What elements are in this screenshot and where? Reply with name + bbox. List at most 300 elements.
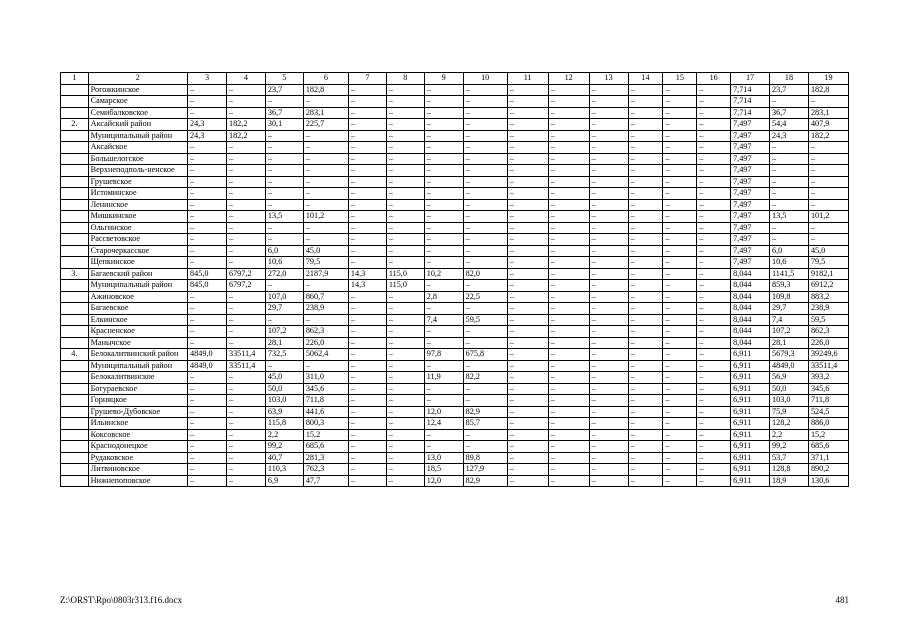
value-cell: – <box>226 372 265 384</box>
value-cell: – <box>507 349 548 361</box>
value-cell: – <box>463 188 507 200</box>
row-number: 4. <box>61 349 89 361</box>
value-cell: – <box>589 464 628 476</box>
value-cell: – <box>348 303 386 315</box>
value-cell: 862,3 <box>303 326 348 338</box>
row-number <box>61 257 89 269</box>
value-cell: 6,911 <box>731 464 770 476</box>
region-name: Большелогское <box>88 153 187 165</box>
value-cell: – <box>628 475 663 487</box>
value-cell: 12,4 <box>424 418 463 430</box>
value-cell: 47,7 <box>303 475 348 487</box>
table-row <box>61 360 849 372</box>
value-cell: – <box>663 165 697 177</box>
page-number: 481 <box>835 595 849 605</box>
region-name: Муниципальный район <box>88 280 187 292</box>
table-row <box>61 418 849 430</box>
value-cell: – <box>628 257 663 269</box>
value-cell: – <box>548 406 589 418</box>
value-cell: – <box>386 153 424 165</box>
value-cell: – <box>697 303 731 315</box>
value-cell: 524,5 <box>808 406 848 418</box>
value-cell: 82,9 <box>463 475 507 487</box>
value-cell: – <box>589 314 628 326</box>
value-cell: – <box>548 429 589 441</box>
value-cell: 2,8 <box>424 291 463 303</box>
value-cell: – <box>663 395 697 407</box>
value-cell: – <box>507 429 548 441</box>
region-name: Грушево-Дубовское <box>88 406 187 418</box>
value-cell: – <box>589 176 628 188</box>
value-cell: – <box>303 199 348 211</box>
value-cell: – <box>463 199 507 211</box>
value-cell: – <box>697 326 731 338</box>
value-cell: – <box>589 211 628 223</box>
table-row <box>61 176 849 188</box>
column-number: 8 <box>386 73 424 85</box>
table-row <box>61 429 849 441</box>
region-name: Аксайское <box>88 142 187 154</box>
value-cell: – <box>628 222 663 234</box>
value-cell: – <box>226 441 265 453</box>
value-cell: – <box>463 119 507 131</box>
value-cell: – <box>808 222 848 234</box>
value-cell: 10,2 <box>424 268 463 280</box>
value-cell: – <box>548 211 589 223</box>
row-number: 3. <box>61 268 89 280</box>
region-name: Верхнеподполь-ненское <box>88 165 187 177</box>
value-cell: 8,044 <box>731 337 770 349</box>
value-cell: 311,0 <box>303 372 348 384</box>
table-row <box>61 268 849 280</box>
table-row <box>61 96 849 108</box>
value-cell: 7,497 <box>731 222 770 234</box>
row-number <box>61 372 89 384</box>
value-cell: – <box>348 441 386 453</box>
value-cell: – <box>386 222 424 234</box>
value-cell: – <box>548 372 589 384</box>
row-number <box>61 199 89 211</box>
value-cell: – <box>188 406 227 418</box>
data-table <box>60 72 849 487</box>
value-cell: – <box>589 383 628 395</box>
value-cell: 7,497 <box>731 119 770 131</box>
value-cell: – <box>424 280 463 292</box>
value-cell: – <box>628 337 663 349</box>
region-name: Грушевское <box>88 176 187 188</box>
value-cell: 128,8 <box>770 464 809 476</box>
value-cell: – <box>226 418 265 430</box>
value-cell: – <box>348 360 386 372</box>
value-cell: – <box>386 84 424 96</box>
region-name: Багаевское <box>88 303 187 315</box>
value-cell: 36,7 <box>770 107 809 119</box>
value-cell: – <box>548 107 589 119</box>
value-cell: – <box>507 406 548 418</box>
table-row <box>61 130 849 142</box>
value-cell: – <box>697 441 731 453</box>
value-cell: 29,7 <box>265 303 303 315</box>
value-cell: – <box>663 234 697 246</box>
value-cell: – <box>628 452 663 464</box>
value-cell: 890,2 <box>808 464 848 476</box>
region-name: Истоминское <box>88 188 187 200</box>
value-cell: 4849,0 <box>188 349 227 361</box>
value-cell: – <box>226 142 265 154</box>
value-cell: – <box>463 96 507 108</box>
value-cell: 6,9 <box>265 475 303 487</box>
value-cell: – <box>628 142 663 154</box>
value-cell: – <box>548 142 589 154</box>
value-cell: 28,1 <box>770 337 809 349</box>
value-cell: 6,0 <box>770 245 809 257</box>
value-cell: – <box>507 119 548 131</box>
table-row <box>61 337 849 349</box>
value-cell: – <box>226 222 265 234</box>
value-cell: – <box>697 452 731 464</box>
value-cell: 8,044 <box>731 303 770 315</box>
value-cell: – <box>628 211 663 223</box>
value-cell: – <box>188 257 227 269</box>
value-cell: – <box>697 165 731 177</box>
value-cell: 845,0 <box>188 268 227 280</box>
value-cell: 56,9 <box>770 372 809 384</box>
value-cell: – <box>386 406 424 418</box>
value-cell: – <box>697 429 731 441</box>
table-row <box>61 452 849 464</box>
value-cell: – <box>663 349 697 361</box>
value-cell: – <box>548 383 589 395</box>
value-cell: – <box>770 188 809 200</box>
value-cell: – <box>663 326 697 338</box>
value-cell: 281,3 <box>303 452 348 464</box>
value-cell: – <box>424 326 463 338</box>
value-cell: – <box>548 314 589 326</box>
value-cell: – <box>188 142 227 154</box>
column-number: 12 <box>548 73 589 85</box>
value-cell: – <box>507 84 548 96</box>
value-cell: 97,8 <box>424 349 463 361</box>
value-cell: 2,2 <box>770 429 809 441</box>
region-name: Белокалитвинский район <box>88 349 187 361</box>
value-cell: – <box>589 107 628 119</box>
column-number: 15 <box>663 73 697 85</box>
value-cell: 7,4 <box>770 314 809 326</box>
value-cell: – <box>424 245 463 257</box>
column-number: 3 <box>188 73 227 85</box>
row-number <box>61 429 89 441</box>
value-cell: 845,0 <box>188 280 227 292</box>
value-cell: – <box>507 441 548 453</box>
value-cell: 685,6 <box>808 441 848 453</box>
value-cell: – <box>697 84 731 96</box>
value-cell: 130,6 <box>808 475 848 487</box>
value-cell: – <box>226 96 265 108</box>
value-cell: – <box>507 372 548 384</box>
value-cell: – <box>628 372 663 384</box>
value-cell: – <box>628 84 663 96</box>
value-cell: 7,497 <box>731 188 770 200</box>
value-cell: 441,6 <box>303 406 348 418</box>
value-cell: – <box>188 211 227 223</box>
value-cell: 79,5 <box>303 257 348 269</box>
row-number <box>61 406 89 418</box>
value-cell: – <box>808 176 848 188</box>
value-cell: 24,3 <box>188 119 227 131</box>
value-cell: – <box>589 429 628 441</box>
value-cell: 13,5 <box>265 211 303 223</box>
table-row <box>61 475 849 487</box>
value-cell: 109,8 <box>770 291 809 303</box>
value-cell: – <box>507 360 548 372</box>
value-cell: – <box>770 142 809 154</box>
value-cell: – <box>628 280 663 292</box>
value-cell: 7,497 <box>731 142 770 154</box>
value-cell: – <box>507 222 548 234</box>
table-row <box>61 234 849 246</box>
value-cell: 182,2 <box>226 119 265 131</box>
region-name: Богураевское <box>88 383 187 395</box>
value-cell: 13,5 <box>770 211 809 223</box>
value-cell: – <box>424 234 463 246</box>
value-cell: 7,497 <box>731 199 770 211</box>
value-cell: – <box>507 418 548 430</box>
table-row <box>61 257 849 269</box>
value-cell: – <box>226 303 265 315</box>
value-cell: – <box>386 383 424 395</box>
value-cell: – <box>188 176 227 188</box>
value-cell: 15,2 <box>303 429 348 441</box>
value-cell: 6,911 <box>731 429 770 441</box>
value-cell: 18,9 <box>770 475 809 487</box>
value-cell: – <box>697 337 731 349</box>
value-cell: – <box>697 475 731 487</box>
value-cell: – <box>265 222 303 234</box>
value-cell: – <box>303 176 348 188</box>
value-cell: – <box>348 429 386 441</box>
value-cell: 40,7 <box>265 452 303 464</box>
value-cell: – <box>463 84 507 96</box>
value-cell: – <box>507 268 548 280</box>
value-cell: – <box>507 464 548 476</box>
value-cell: – <box>348 337 386 349</box>
value-cell: – <box>386 176 424 188</box>
value-cell: 283,1 <box>808 107 848 119</box>
value-cell: – <box>507 165 548 177</box>
value-cell: 7,497 <box>731 234 770 246</box>
value-cell: – <box>226 395 265 407</box>
value-cell: 6,911 <box>731 395 770 407</box>
value-cell: – <box>663 96 697 108</box>
value-cell: – <box>386 257 424 269</box>
value-cell: 5062,4 <box>303 349 348 361</box>
value-cell: – <box>386 395 424 407</box>
row-number <box>61 337 89 349</box>
value-cell: 23,7 <box>770 84 809 96</box>
value-cell: 12,0 <box>424 475 463 487</box>
value-cell: – <box>548 349 589 361</box>
value-cell: – <box>507 199 548 211</box>
value-cell: – <box>386 441 424 453</box>
value-cell: 33511,4 <box>226 349 265 361</box>
value-cell: – <box>548 176 589 188</box>
value-cell: – <box>770 199 809 211</box>
table-row <box>61 188 849 200</box>
value-cell: – <box>770 176 809 188</box>
value-cell: – <box>188 372 227 384</box>
value-cell: – <box>463 176 507 188</box>
value-cell: 9182,1 <box>808 268 848 280</box>
value-cell: – <box>663 257 697 269</box>
value-cell: – <box>628 245 663 257</box>
value-cell: – <box>348 257 386 269</box>
value-cell: – <box>507 395 548 407</box>
row-number <box>61 107 89 119</box>
value-cell: – <box>348 234 386 246</box>
value-cell: – <box>386 291 424 303</box>
value-cell: – <box>663 130 697 142</box>
value-cell: – <box>265 280 303 292</box>
value-cell: – <box>548 326 589 338</box>
value-cell: – <box>303 165 348 177</box>
value-cell: – <box>589 222 628 234</box>
value-cell: – <box>697 153 731 165</box>
table-row <box>61 222 849 234</box>
value-cell: – <box>663 464 697 476</box>
value-cell: – <box>348 452 386 464</box>
value-cell: – <box>303 314 348 326</box>
value-cell: 63,9 <box>265 406 303 418</box>
value-cell: – <box>589 372 628 384</box>
value-cell: – <box>697 383 731 395</box>
region-name: Манычское <box>88 337 187 349</box>
value-cell: 24,3 <box>770 130 809 142</box>
value-cell: 238,9 <box>303 303 348 315</box>
value-cell: – <box>348 349 386 361</box>
value-cell: 115,0 <box>386 280 424 292</box>
value-cell: – <box>386 96 424 108</box>
value-cell: – <box>424 395 463 407</box>
value-cell: – <box>386 188 424 200</box>
value-cell: – <box>663 107 697 119</box>
value-cell: 85,7 <box>463 418 507 430</box>
value-cell: 182,2 <box>226 130 265 142</box>
value-cell: – <box>424 119 463 131</box>
value-cell: – <box>697 372 731 384</box>
region-name: Краснодонецкое <box>88 441 187 453</box>
value-cell: – <box>348 372 386 384</box>
table-row <box>61 245 849 257</box>
value-cell: – <box>507 337 548 349</box>
row-number <box>61 314 89 326</box>
value-cell: – <box>303 142 348 154</box>
value-cell: – <box>589 349 628 361</box>
value-cell: 82,2 <box>463 372 507 384</box>
value-cell: 11,9 <box>424 372 463 384</box>
value-cell: – <box>663 280 697 292</box>
value-cell: – <box>188 441 227 453</box>
region-name: Рогожкинское <box>88 84 187 96</box>
value-cell: – <box>424 153 463 165</box>
value-cell: – <box>424 84 463 96</box>
value-cell: – <box>348 222 386 234</box>
value-cell: – <box>548 234 589 246</box>
value-cell: – <box>628 429 663 441</box>
value-cell: 883,2 <box>808 291 848 303</box>
value-cell: – <box>770 96 809 108</box>
value-cell: – <box>663 429 697 441</box>
value-cell: 10,6 <box>770 257 809 269</box>
table-row <box>61 153 849 165</box>
value-cell: – <box>548 291 589 303</box>
value-cell: – <box>463 153 507 165</box>
value-cell: – <box>663 153 697 165</box>
column-number: 5 <box>265 73 303 85</box>
value-cell: 30,1 <box>265 119 303 131</box>
value-cell: 182,8 <box>808 84 848 96</box>
value-cell: 283,1 <box>303 107 348 119</box>
value-cell: – <box>507 452 548 464</box>
value-cell: – <box>424 96 463 108</box>
value-cell: – <box>226 475 265 487</box>
value-cell: 886,0 <box>808 418 848 430</box>
value-cell: – <box>507 257 548 269</box>
value-cell: – <box>507 280 548 292</box>
value-cell: – <box>507 245 548 257</box>
value-cell: – <box>548 464 589 476</box>
value-cell: 82,0 <box>463 268 507 280</box>
value-cell: – <box>348 153 386 165</box>
value-cell: – <box>424 211 463 223</box>
value-cell: – <box>628 153 663 165</box>
value-cell: – <box>808 165 848 177</box>
value-cell: 10,6 <box>265 257 303 269</box>
value-cell: – <box>348 406 386 418</box>
row-number <box>61 176 89 188</box>
value-cell: – <box>226 406 265 418</box>
value-cell: – <box>628 349 663 361</box>
value-cell: 732,5 <box>265 349 303 361</box>
row-number <box>61 441 89 453</box>
row-number <box>61 452 89 464</box>
value-cell: 272,0 <box>265 268 303 280</box>
value-cell: – <box>697 107 731 119</box>
value-cell: – <box>628 199 663 211</box>
value-cell: – <box>348 199 386 211</box>
value-cell: – <box>348 291 386 303</box>
value-cell: 4849,0 <box>770 360 809 372</box>
value-cell: – <box>303 96 348 108</box>
value-cell: – <box>697 222 731 234</box>
value-cell: 107,0 <box>265 291 303 303</box>
region-name: Ленинское <box>88 199 187 211</box>
value-cell: – <box>697 291 731 303</box>
value-cell: 2,2 <box>265 429 303 441</box>
value-cell: 28,1 <box>265 337 303 349</box>
value-cell: – <box>386 234 424 246</box>
value-cell: 862,3 <box>808 326 848 338</box>
value-cell: – <box>589 360 628 372</box>
value-cell: 7,4 <box>424 314 463 326</box>
value-cell: – <box>424 360 463 372</box>
table-row <box>61 383 849 395</box>
value-cell: – <box>628 418 663 430</box>
value-cell: 8,044 <box>731 314 770 326</box>
value-cell: 6,0 <box>265 245 303 257</box>
value-cell: – <box>348 314 386 326</box>
row-number <box>61 280 89 292</box>
value-cell: 8,044 <box>731 291 770 303</box>
